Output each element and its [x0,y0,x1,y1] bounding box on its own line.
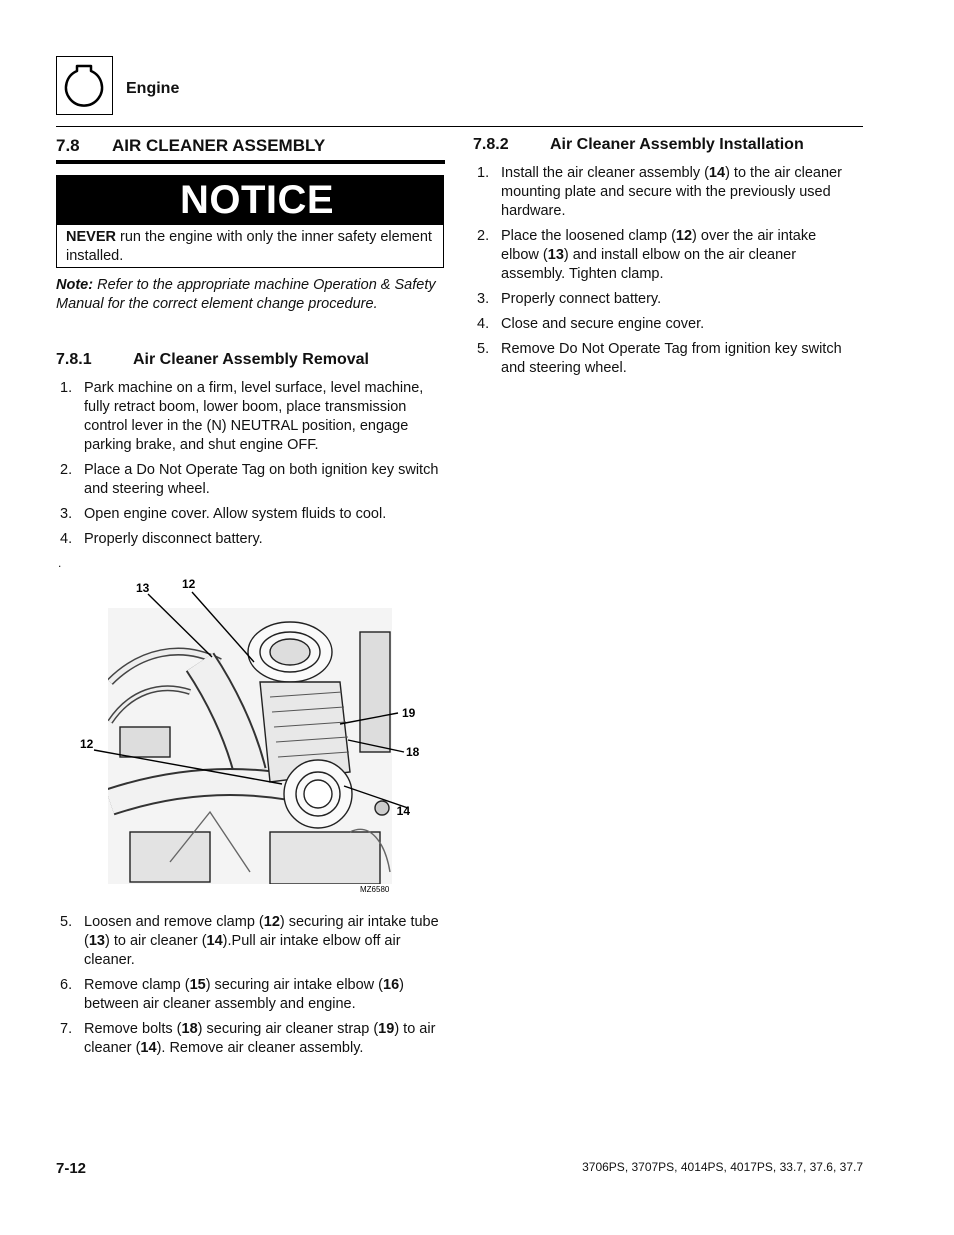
removal-title: Air Cleaner Assembly Removal [133,351,369,368]
notice-box [56,175,444,268]
engine-icon [56,56,113,115]
callout-label: 14 [396,804,410,818]
engine-illustration [70,572,420,902]
notice-banner: NOTICE [57,176,443,225]
list-item: 4. Close and secure engine cover. [477,316,705,332]
list-item: 7. Remove bolts (18) securing air cleaner strap (19) to air cleaner (14). Remove air cleaner assembly. [60,1021,436,1056]
note-label: Note: [56,277,94,293]
removal-steps-b [56,913,448,1064]
figure-code: MZ6580 [360,885,390,894]
installation-heading [473,136,804,154]
notice-body: run the engine with only the inner safety element installed. [66,229,432,264]
list-item: 6. Remove clamp (15) securing air intake elbow (16) between air cleaner assembly and engine. [60,977,404,1012]
removal-heading [56,351,369,369]
callout-label: 12 [182,577,196,591]
list-item: 1. Park machine on a firm, level surface, level machine, fully retract boom, lower boom, place transmission control lever in the (N) NEUTRAL position, engage parking brake, and shut engine OFF. [60,380,424,453]
removal-number: 7.8.1 [56,351,92,368]
list-item: 3. Properly connect battery. [477,291,662,307]
installation-steps [473,164,853,384]
list-item: 2. Place the loosened clamp (12) over the air intake elbow (13) and install elbow on the air cleaner assembly. Tighten clamp. [477,228,817,282]
notice-text [57,225,443,269]
callout-label: 12 [80,737,94,751]
note-text: Refer to the appropriate machine Operation & Safety Manual for the correct element change procedure. [56,277,436,312]
air-cleaner-figure [70,572,420,902]
notice-bold: NEVER [66,229,116,245]
chapter-title: Engine [126,80,180,97]
callout-label: 13 [136,581,150,595]
list-item: 2. Place a Do Not Operate Tag on both ignition key switch and steering wheel. [60,462,439,497]
callout-label: 18 [406,745,420,759]
list-item: 3. Open engine cover. Allow system fluids to cool. [60,506,387,522]
section-title: AIR CLEANER ASSEMBLY [112,136,326,155]
list-item: 4. Properly disconnect battery. [60,531,263,547]
stray-dot: . [58,556,62,570]
list-item: 1. Install the air cleaner assembly (14) to the air cleaner mounting plate and secure with the previously used hardware. [477,165,842,219]
installation-title: Air Cleaner Assembly Installation [550,136,804,153]
section-heading [56,136,325,156]
list-item: 5. Remove Do Not Operate Tag from ignition key switch and steering wheel. [477,341,842,376]
header-rule [56,126,863,127]
removal-steps-a [56,379,448,555]
page-number: 7-12 [56,1160,87,1177]
installation-number: 7.8.2 [473,136,509,153]
list-item: 5. Loosen and remove clamp (12) securing air intake tube (13) to air cleaner (14).Pull air intake elbow off air cleaner. [60,914,439,968]
section-rule [56,160,445,164]
section-number: 7.8 [56,136,80,155]
model-list: 3706PS, 3707PS, 4014PS, 4017PS, 33.7, 37.6, 37.7 [582,1160,863,1174]
callout-label: 19 [402,706,416,720]
note [56,276,444,314]
